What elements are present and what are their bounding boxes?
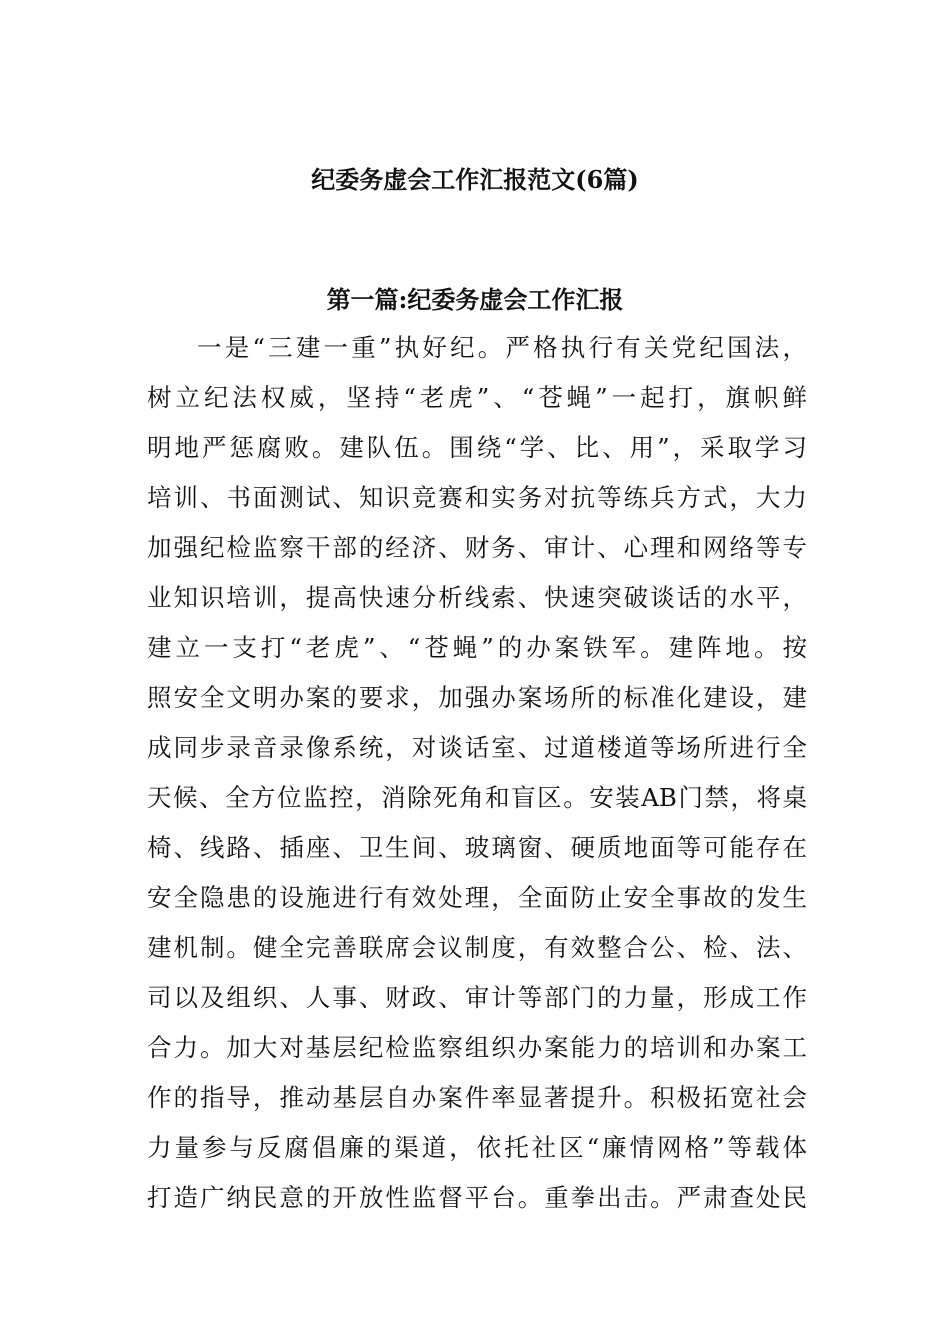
body-line: 树立纪法权威，坚持“老虎”、“苍蝇”一起打，旗帜鲜 <box>147 383 807 412</box>
body-line: 安全隐患的设施进行有效处理，全面防止安全事故的发生 <box>147 883 807 912</box>
body-line: 明地严惩腐败。建队伍。围绕“学、比、用”，采取学习 <box>147 433 807 462</box>
document-title: 纪委务虚会工作汇报范文(6篇) <box>311 165 639 194</box>
body-line: 椅、线路、插座、卫生间、玻璃窗、硬质地面等可能存在 <box>147 833 807 862</box>
body-line: 打造广纳民意的开放性监督平台。重拳出击。严肃查处民 <box>147 1183 807 1212</box>
body-paragraph <box>147 323 807 1223</box>
section-heading: 第一篇:纪委务虚会工作汇报 <box>326 285 624 314</box>
body-line: 力量参与反腐倡廉的渠道，依托社区“廉情网格”等载体 <box>147 1133 807 1162</box>
body-line: 天候、全方位监控，消除死角和盲区。安装AB门禁，将桌 <box>147 783 807 812</box>
body-line: 培训、书面测试、知识竞赛和实务对抗等练兵方式，大力 <box>147 483 807 512</box>
body-line: 照安全文明办案的要求，加强办案场所的标准化建设，建 <box>147 683 807 712</box>
body-line: 建立一支打“老虎”、“苍蝇”的办案铁军。建阵地。按 <box>147 633 807 662</box>
body-line: 加强纪检监察干部的经济、财务、审计、心理和网络等专 <box>147 533 807 562</box>
body-line: 司以及组织、人事、财政、审计等部门的力量，形成工作 <box>147 983 807 1012</box>
body-line: 一是“三建一重”执好纪。严格执行有关党纪国法， <box>197 333 807 362</box>
body-line: 建机制。健全完善联席会议制度，有效整合公、检、法、 <box>147 933 807 962</box>
body-line: 业知识培训，提高快速分析线索、快速突破谈话的水平， <box>147 583 807 612</box>
body-line: 作的指导，推动基层自办案件率显著提升。积极拓宽社会 <box>147 1083 807 1112</box>
body-line: 合力。加大对基层纪检监察组织办案能力的培训和办案工 <box>147 1033 807 1062</box>
body-line: 成同步录音录像系统，对谈话室、过道楼道等场所进行全 <box>147 733 807 762</box>
